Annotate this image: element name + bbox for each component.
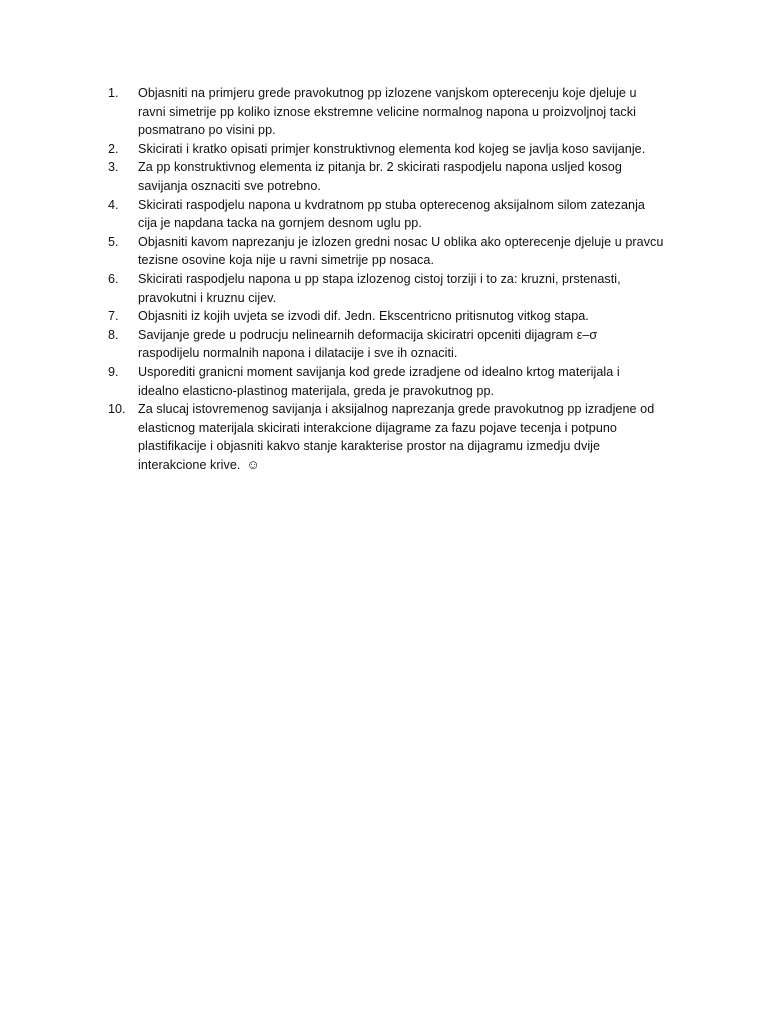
question-number: 1.	[108, 86, 119, 100]
question-item	[108, 233, 688, 270]
question-text: Skicirati i kratko opisati primjer konstruktivnog elementa kod kojeg se javlja koso savijanje.	[138, 141, 646, 156]
question-text: Usporediti granicni moment savijanja kod grede izradjene od idealno krtog materijala i idealno elasticno-plastinog materijala, greda je pravokutnog pp.	[138, 364, 620, 398]
question-text: Savijanje grede u podrucju nelinearnih deformacija skiciratri opceniti dijagram ε–σ raspodijelu normalnih napona i dilatacije i sve ih oznaciti.	[138, 327, 598, 361]
question-item	[108, 140, 688, 159]
question-text: Objasniti kavom naprezanju je izlozen gredni nosac U oblika ako opterecenje djeluje u pravcu tezisne osovine koja nije u ravni simetrije pp nosaca.	[138, 234, 664, 268]
question-number: 6.	[108, 271, 119, 286]
question-number: 3.	[108, 160, 119, 175]
question-text: Za pp konstruktivnog elementa iz pitanja br. 2 skicirati raspodjelu napona usljed kosog savijanja osznaciti sve potrebno.	[138, 160, 622, 193]
question-number: 4.	[108, 197, 119, 212]
smiley-icon: ☺	[246, 456, 260, 472]
question-number: 7.	[108, 309, 119, 324]
question-text: Objasniti iz kojih uvjeta se izvodi dif. Jedn. Ekscentricno pritisnutog vitkog stapa.	[138, 309, 589, 324]
question-number: 10.	[108, 402, 126, 417]
question-text: Za slucaj istovremenog savijanja i aksijalnog naprezanja grede pravokutnog pp izradjene od elasticnog materijala skicirati interakcione dijagrame za fazu pojave tecenja i potpuno plastifikacije i objasniti kakvo stanje karakterise prostor na dijagramu izmedju dvije interakcione krive.	[138, 402, 655, 472]
question-number: 9.	[108, 364, 119, 379]
question-number: 5.	[108, 234, 119, 249]
question-list	[108, 84, 688, 474]
question-text: Objasniti na primjeru grede pravokutnog pp izlozene vanjskom opterecenju koje djeluje u ravni simetrije pp koliko iznose ekstremne velicine normalnog napona u proizvoljnoj tacki posmatrano po visini pp.	[138, 86, 637, 138]
question-item	[108, 363, 688, 400]
question-item	[108, 270, 688, 307]
question-item	[108, 326, 688, 363]
question-item	[108, 307, 688, 326]
question-number: 2.	[108, 141, 119, 156]
question-item	[108, 400, 688, 474]
question-item	[108, 158, 688, 195]
question-text: Skicirati raspodjelu napona u pp stapa izlozenog cistoj torziji i to za: kruzni, prstenasti, pravokutni i kruznu cijev.	[138, 271, 621, 305]
question-text: Skicirati raspodjelu napona u kvdratnom pp stuba opterecenog aksijalnom silom zatezanja cija je napdana tacka na gornjem desnom uglu pp.	[138, 197, 645, 231]
question-text-wrapper	[138, 400, 688, 474]
question-item	[108, 196, 688, 233]
question-number: 8.	[108, 327, 119, 342]
question-item	[108, 84, 688, 140]
